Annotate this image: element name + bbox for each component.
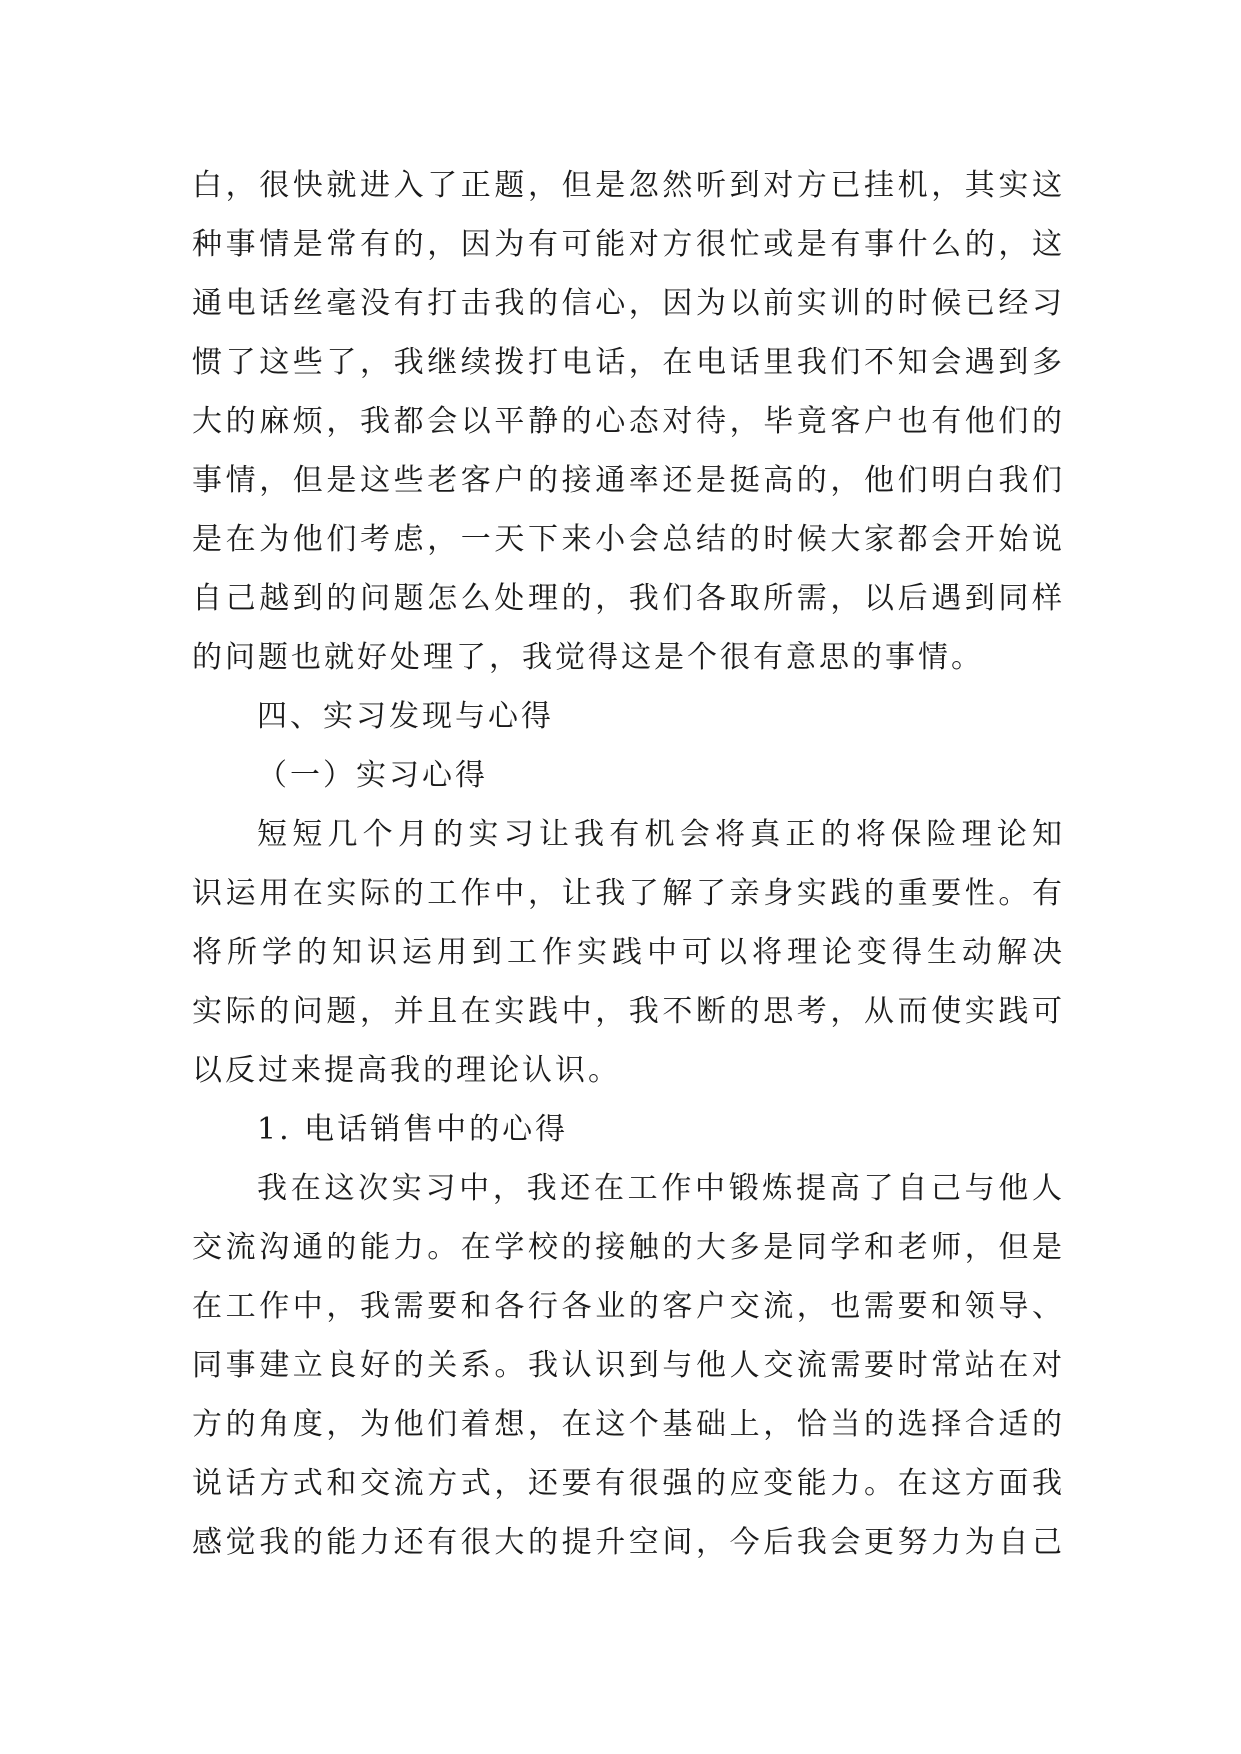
text-line: 我在这次实习中，我还在工作中锻炼提高了自己与他人 xyxy=(257,1171,1062,1206)
text-line: 感觉我的能力还有很大的提升空间，今后我会更努力为自己 xyxy=(192,1525,1062,1560)
subsection-heading: （一）实习心得 xyxy=(257,758,488,793)
body-text xyxy=(192,156,1062,1572)
text-line: 说话方式和交流方式，还要有很强的应变能力。在这方面我 xyxy=(192,1466,1062,1501)
text-line: 惯了这些了，我继续拨打电话，在电话里我们不知会遇到多 xyxy=(192,345,1062,380)
text-line: 通电话丝毫没有打击我的信心，因为以前实训的时候已经习 xyxy=(192,286,1062,321)
text-line: 方的角度，为他们着想，在这个基础上，恰当的选择合适的 xyxy=(192,1407,1062,1442)
text-line: 种事情是常有的，因为有可能对方很忙或是有事什么的，这 xyxy=(192,227,1062,262)
text-line: 大的麻烦，我都会以平静的心态对待，毕竟客户也有他们的 xyxy=(192,404,1062,439)
text-line: 是在为他们考虑，一天下来小会总结的时候大家都会开始说 xyxy=(192,522,1062,557)
text-line: 交流沟通的能力。在学校的接触的大多是同学和老师，但是 xyxy=(192,1230,1062,1265)
text-line: 的问题也就好处理了，我觉得这是个很有意思的事情。 xyxy=(192,640,984,675)
text-line: 白，很快就进入了正题，但是忽然听到对方已挂机，其实这 xyxy=(192,168,1062,203)
text-line: 将所学的知识运用到工作实践中可以将理论变得生动解决 xyxy=(192,935,1062,970)
text-line: 同事建立良好的关系。我认识到与他人交流需要时常站在对 xyxy=(192,1348,1062,1383)
text-line: 自己越到的问题怎么处理的，我们各取所需，以后遇到同样 xyxy=(192,581,1062,616)
section-heading: 四、实习发现与心得 xyxy=(257,699,554,734)
text-line: 以反过来提高我的理论认识。 xyxy=(192,1053,621,1088)
text-line: 短短几个月的实习让我有机会将真正的将保险理论知 xyxy=(257,817,1062,852)
text-line: 识运用在实际的工作中，让我了解了亲身实践的重要性。有 xyxy=(192,876,1062,911)
text-line: 实际的问题，并且在实践中，我不断的思考，从而使实践可 xyxy=(192,994,1062,1029)
numbered-heading: 1. 电话销售中的心得 xyxy=(257,1112,569,1147)
text-line: 事情，但是这些老客户的接通率还是挺高的，他们明白我们 xyxy=(192,463,1062,498)
text-line: 在工作中，我需要和各行各业的客户交流，也需要和领导、 xyxy=(192,1289,1062,1324)
